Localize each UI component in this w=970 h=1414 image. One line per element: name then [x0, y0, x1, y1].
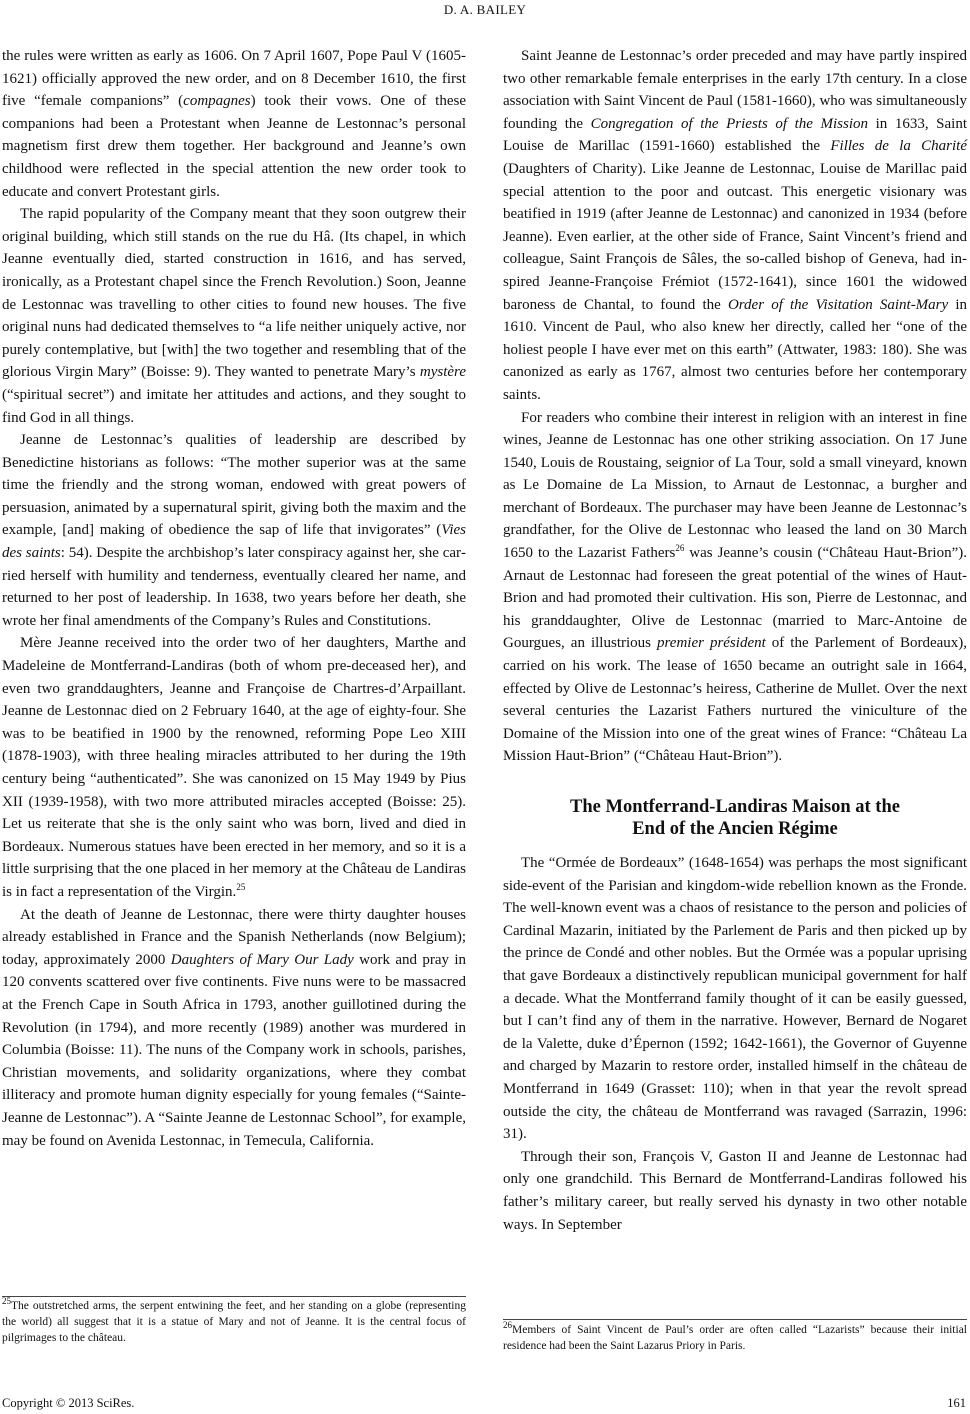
page-number: 161 [947, 1396, 966, 1410]
body-paragraph: The rapid popularity of the Company meant that they soon outgrew their original building, which still stands on the rue du Hâ. (Its chapel, in which Jeanne eventually died, started construction in 1616, and has served, ironically, as a Protestant chapel since the French Revolution.) Soon, Jeanne de Lestonnac was travelling to other cities to found new houses. The five original nuns had dedicated themselves to “a life neither uniquely active, nor purely contemplative, but [with] the two together and resembling that of the glorious Virgin Mary” (Boisse: 9). They wanted to penetrate Mary’s mystère (“spiritual secret”) and imitate her attitudes and actions, and they sought to find God in all things. [2, 206, 466, 426]
copyright-notice: Copyright © 2013 SciRes. [2, 1396, 135, 1410]
section-heading [503, 796, 967, 840]
right-column [503, 45, 967, 1236]
body-paragraph: Saint Jeanne de Lestonnac’s order preceded and may have partly inspired two other remarkable female enterprises in the early 17th century. In a close association with Saint Vincent de Paul (1581-1660), who was simultaneously founding the Congregation of the Priests of the Mission in 1633, Saint Louise de Marillac (1591-1660) established the Filles de la Charité (Daughters of Charity). Like Jeanne de Lestonnac, Louise de Marillac paid special attention to the poor and outcast. This energetic visionary was beatified in 1919 (after Jeanne de Lestonnac) and canonized in 1934 (before Jeanne). Even earlier, at the other side of France, Saint Vincent’s friend and colleague, Saint François de Sâles, the so-called bishop of Geneva, had inspired Jeanne-Françoise Frémiot (1572-1641), since 1601 the widowed baroness de Chantal, to found the Order of the Visitation Saint-Mary in 1610. Vincent de Paul, who also knew her directly, called her “one of the holiest people I have ever met on this earth” (Attwater, 1983: 180). She was canonized as early as 1767, almost two centuries before her contemporary saints. [503, 48, 968, 403]
left-column [2, 45, 466, 1152]
footnote-25: $^{25}$The outstretched arms, the serpent entwining the feet, and her standing on a globe (representing the world) all suggest that it is a statue of Mary and not of Jeanne. It is the central focus of pilgrimages to the château. [2, 1296, 466, 1344]
running-head: D. A. BAILEY [443, 2, 527, 17]
footnote-divider [2, 1296, 466, 1297]
body-paragraph: The “Ormée de Bordeaux” (1648-1654) was perhaps the most significant side-event of the Parisian and kingdom-wide rebellion known as the Fronde. The well-known event was a chaos of resistance to the person and policies of Cardinal Mazarin, initiated by the Parlement de Paris and then picked up by the prince de Condé and other nobles. But the Ormée was a popular uprising that gave Bordeaux a distinctively republican municipal government for half a decade. What the Montferrand family thought of it can be easily guessed, but I can’t find any of them in the narrative. However, Bernard de Nogaret de la Valette, duke d’Épernon (1592; 1642-1661), the Governor of Guyenne and charged by Mazarin to restore order, installed himself in the château de Montferrand in 1649 (Grasset: 110); when in that year the revolt spread outside the city, the château de Montferrand was ravaged (Sarrazin, 1996: 31). [503, 855, 967, 1143]
section-heading-line: The Montferrand-Landiras Maison at the [570, 797, 900, 817]
body-paragraph: At the death of Jeanne de Lestonnac, there were thirty daughter houses already established in France and the Spanish Netherlands (now Belgium); today, approximately 2000 Daughters of Mary Our Lady work and pray in 120 convents scattered over five continents. Five nuns were to be massacred at the French Cape in South Africa in 1793, another guillotined during the Revolution (in 1794), and more recently (1989) another was murdered in Columbia (Boisse: 11). The nuns of the Company work in schools, parishes, Christian movements, and solidarity organizations, where they combat illiteracy and promote human dignity especially for young females (“Sainte-Jeanne de Lestonnac”). A “Sainte Jeanne de Lestonnac School”, for example, may be found on Avenida Lestonnac, in Temecula, California. [2, 906, 466, 1149]
body-paragraph: Through their son, François V, Gaston II and Jeanne de Lestonnac had only one grandchild. This Bernard de Montferrand-Landiras followed his father’s military career, but really served his dynasty in two other notable ways. In September [503, 1148, 967, 1233]
body-paragraph: the rules were written as early as 1606. On 7 April 1607, Pope Paul V (1605-1621) officially approved the new order, and on 8 December 1610, the first five “female companions” (compagnes) took their vows. One of these companions had been a Protestant when Jeanne de Lestonnac’s personal magnetism first drew them together. Her background and Jeanne’s own childhood were reflected in the special attention the new order took to educate and convert Protestant girls. [2, 48, 466, 200]
footnote-divider [503, 1319, 967, 1320]
body-paragraph: For readers who combine their interest in religion with an interest in fine wines, Jeanne de Lestonnac has one other striking association. On 17 June 1540, Louis de Roustaing, seignior of La Tour, sold a small vineyard, known as Le Domaine de La Mission, to Arnaut de Lestonnac, a burgher and merchant of Bordeaux. The purchaser may have been Jeanne de Lestonnac’s grandfather, for the Olive de Lestonnac who leased the land on 30 March 1650 to the Lazarist Fathers$^{26}$ was Jeanne’s cousin (“Château Haut-Brion”). Arnaut de Lestonnac had foreseen the great potential of the wines of Haut-Brion and had promoted their cultivation. His son, Pierre de Lestonnac, and his granddaughter, Olive de Lestonnac (married to Marc-Antoine de Gourgues, an illustrious premier président of the Parlement of Bordeaux), carried on his work. The lease of 1650 became an outright sale in 1664, effected by Olive de Lestonnac’s heiress, Catherine de Mullet. Over the next several centuries the Lazarist Fathers nurtured the viniculture of the Domaine of the Mission into one of the great wines of France: “Château La Mission Haut-Brion” (“Château Haut-Brion”). [503, 409, 968, 765]
section-heading-line: End of the Ancien Régime [632, 819, 838, 839]
footnote-26: $^{26}$Members of Saint Vincent de Paul’s order are often called “Lazarists” because their initial residence had been the Saint Lazarus Priory in Paris. [503, 1320, 967, 1352]
body-paragraph: Jeanne de Lestonnac’s qualities of leadership are described by Benedictine historians as follows: “The mother superior was at the same time the friendly and the strong woman, endowed with great powers of persuasion, animated by a supernatural spirit, giving both the maxim and the example, [and] making of obedience the sap of life that invigorates” (Vies des saints: 54). Despite the archbishop’s later conspiracy against her, she carried herself with humility and tenderness, eventually cleared her name, and returned to her post of leadership. In 1638, two years before her death, she wrote her final amendments of the Company’s Rules and Constitutions. [2, 432, 467, 629]
body-paragraph: Mère Jeanne received into the order two of her daughters, Marthe and Madeleine de Montferrand-Landiras (both of whom pre-deceased her), and even two granddaughters, Jeanne and Françoise de Chartres-d’Arpaillant. Jeanne de Lestonnac died on 2 February 1640, at the age of eighty-four. She was to be beatified in 1900 by the renowned, reforming Pope Leo XIII (1878-1903), with three healing miracles attributed to her during the 19th century being “authenticated”. She was canonized on 15 May 1949 by Pius XII (1939-1958), with two more attributed miracles accepted (Boisse: 25). Let us reiterate that she is the only saint who was born, lived and died in Bordeaux. Numerous statues have been erected in her memory, and so it is a little surprising that the one placed in her memory at the Château de Landiras is in fact a representation of the Virgin.$^{25}$ [2, 635, 466, 900]
